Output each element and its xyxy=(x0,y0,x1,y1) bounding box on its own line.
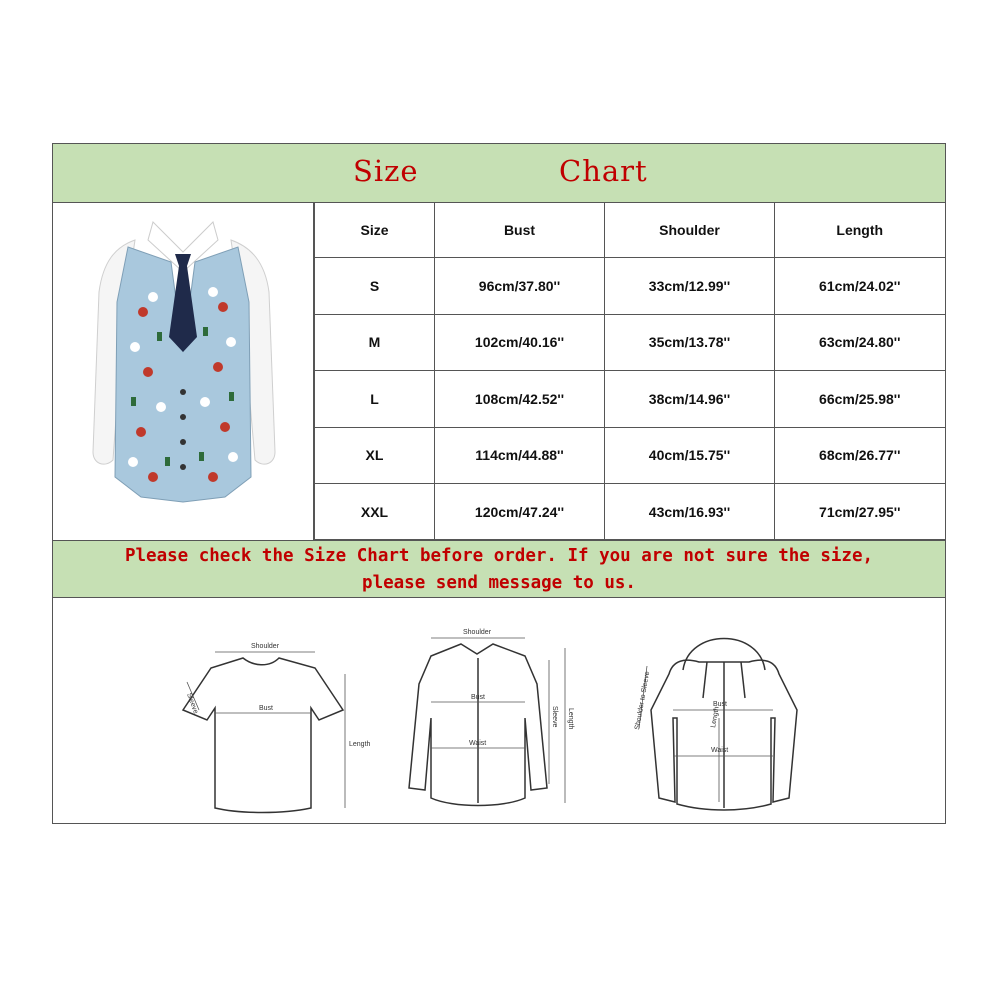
header-length: Length xyxy=(775,202,945,258)
tshirt-shoulder-label: Shoulder xyxy=(251,643,280,650)
table-row xyxy=(315,314,945,370)
shirt-length-label: Length xyxy=(567,708,574,730)
cell-shoulder: 35cm/13.78'' xyxy=(605,314,775,370)
table-row xyxy=(315,427,945,483)
shirt-diagram xyxy=(409,644,547,806)
cell-length: 71cm/27.95'' xyxy=(775,483,945,539)
product-photo xyxy=(53,202,314,540)
cell-bust: 108cm/42.52'' xyxy=(435,371,605,427)
table-row xyxy=(315,258,945,314)
size-chart-frame xyxy=(52,143,946,824)
cell-size: M xyxy=(315,314,435,370)
hoodie-bust-label: Bust xyxy=(713,701,728,708)
cell-shoulder: 43cm/16.93'' xyxy=(605,483,775,539)
table-row xyxy=(315,371,945,427)
cell-length: 63cm/24.80'' xyxy=(775,314,945,370)
table-header-row xyxy=(315,202,945,258)
cell-size: L xyxy=(315,371,435,427)
hoodie-waist-label: Waist xyxy=(711,747,729,754)
size-notice xyxy=(53,540,945,598)
tshirt-length-label: Length xyxy=(349,741,371,748)
garment-diagrams xyxy=(53,598,945,823)
cell-size: XXL xyxy=(315,483,435,539)
title-size: Size xyxy=(353,154,419,188)
header-shoulder: Shoulder xyxy=(605,202,775,258)
shirt-bust-label: Bust xyxy=(471,694,486,701)
cell-length: 61cm/24.02'' xyxy=(775,258,945,314)
tshirt-diagram xyxy=(183,658,343,813)
cell-bust: 114cm/44.88'' xyxy=(435,427,605,483)
notice-line-1: Please check the Size Chart before order. If you are not sure the size, xyxy=(124,546,874,566)
shirt-waist-label: Waist xyxy=(469,740,487,747)
cell-length: 66cm/25.98'' xyxy=(775,371,945,427)
cell-length: 68cm/26.77'' xyxy=(775,427,945,483)
cell-shoulder: 33cm/12.99'' xyxy=(605,258,775,314)
header-bust: Bust xyxy=(435,202,605,258)
hoodie-shoulder-to-sleeve-label: Shoulder to Sleeve xyxy=(634,670,652,731)
hoodie-diagram xyxy=(651,639,797,811)
shirt-shoulder-label: Shoulder xyxy=(463,629,492,636)
cell-size: XL xyxy=(315,427,435,483)
cell-bust: 120cm/47.24'' xyxy=(435,483,605,539)
cell-bust: 96cm/37.80'' xyxy=(435,258,605,314)
header-size: Size xyxy=(315,202,435,258)
hoodie-length-label: Length xyxy=(710,706,721,729)
cell-size: S xyxy=(315,258,435,314)
vest-illustration xyxy=(53,202,313,540)
measurement-diagrams xyxy=(53,598,945,823)
cell-shoulder: 38cm/14.96'' xyxy=(605,371,775,427)
table-row xyxy=(315,483,945,539)
size-table xyxy=(314,202,945,540)
notice-line-2: please send message to us. xyxy=(362,573,636,593)
tshirt-sleeve-label: Sleeve xyxy=(185,692,200,715)
shirt-sleeve-label: Sleeve xyxy=(551,706,558,728)
tshirt-bust-label: Bust xyxy=(259,705,274,712)
title-chart: Chart xyxy=(559,154,648,188)
cell-shoulder: 40cm/15.75'' xyxy=(605,427,775,483)
cell-bust: 102cm/40.16'' xyxy=(435,314,605,370)
title-bar xyxy=(53,144,945,203)
